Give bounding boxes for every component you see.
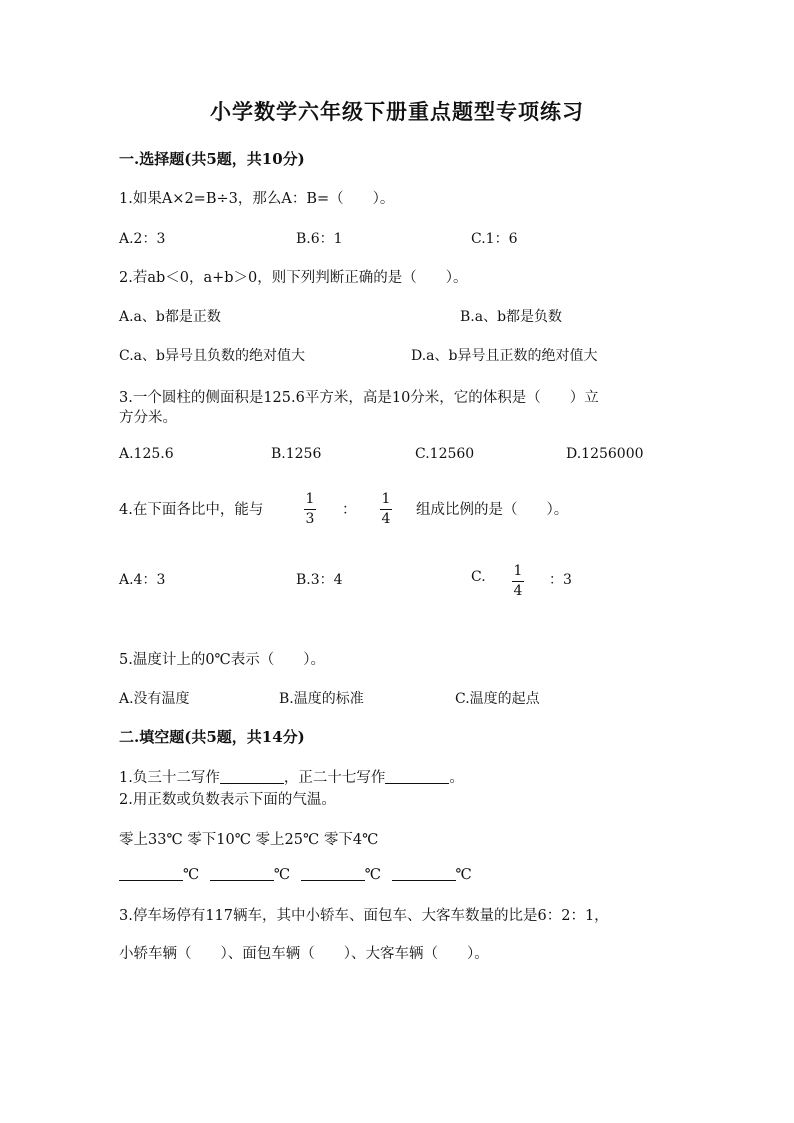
page-title: 小学数学六年级下册重点题型专项练习 [210,99,584,124]
answer-blank[interactable] [220,769,284,784]
q3-option-b: B.1256 [271,446,322,462]
q4-option-c: C. [471,569,486,585]
section-heading-choice: 一.选择题(共5题，共10分) [119,150,305,168]
fraction-denominator: 4 [381,511,391,527]
q5-option-b: B.温度的标准 [279,691,364,707]
celsius-unit: ℃ [273,867,291,883]
celsius-unit: ℃ [183,867,200,883]
fraction-numerator: 1 [305,491,315,507]
q3-option-d: D.1256000 [566,446,644,462]
q5-option-a: A.没有温度 [119,691,190,707]
answer-blank[interactable] [119,866,183,881]
q4-fraction-one-third [303,492,317,527]
answer-blank[interactable] [210,866,274,881]
fraction-bar [512,581,524,582]
fill-q2-temperatures: 零上33℃ 零下10℃ 零上25℃ 零下4℃ [119,832,379,848]
q4-ratio-colon: ： [342,502,357,518]
answer-blank[interactable] [385,769,449,784]
fill-q1-part-b: ，正二十七写作 [283,770,386,786]
fill-q1-part-c: 。 [449,770,464,786]
q1-option-c: C.1：6 [471,231,518,247]
q3-option-a: A.125.6 [119,446,174,462]
fraction-bar [304,509,316,510]
fill-q1-part-a: 1.负三十二写作 [119,770,220,786]
fill-question-3-line2: 小轿车辆（ ）、面包车辆（ ）、大客车辆（ ）。 [119,946,489,962]
q2-option-b: B.a、b都是负数 [460,309,563,325]
fraction-denominator: 4 [513,583,523,599]
celsius-unit: ℃ [364,867,381,883]
fraction-numerator: 1 [381,491,391,507]
section-heading-fill-in: 二.填空题(共5题，共14分) [119,728,305,746]
question-4-suffix: 组成比例的是（ ）。 [416,502,569,518]
question-5: 5.温度计上的0℃表示（ ）。 [119,652,326,668]
question-1: 1.如果A×2=B÷3，那么A：B=（ ）。 [119,191,395,207]
fill-question-3-line1: 3.停车场停有117辆车，其中小轿车、面包车、大客车数量的比是6：2：1， [119,908,609,924]
answer-blank[interactable] [301,866,365,881]
q4-option-b: B.3：4 [296,572,343,588]
question-3-line1: 3.一个圆柱的侧面积是125.6平方米，高是10分米，它的体积是（ ）立 [119,390,599,406]
question-3-line2: 方分米。 [119,410,177,426]
question-2: 2.若ab＜0，a+b＞0，则下列判断正确的是（ ）。 [119,270,468,286]
q2-option-d: D.a、b异号且正数的绝对值大 [411,348,598,364]
question-4-prefix: 4.在下面各比中，能与 [119,502,264,518]
q2-option-c: C.a、b异号且负数的绝对值大 [119,348,305,364]
q1-option-a: A.2：3 [119,231,166,247]
q4-fraction-one-quarter [379,492,393,527]
fraction-denominator: 3 [305,511,315,527]
q3-option-c: C.12560 [415,446,475,462]
q2-option-a: A.a、b都是正数 [119,309,221,325]
q1-option-b: B.6：1 [296,231,343,247]
q4-option-c-suffix: ：3 [549,572,572,588]
fraction-bar [380,509,392,510]
fraction-numerator: 1 [513,563,523,579]
q5-option-c: C.温度的起点 [455,691,540,707]
fill-question-1 [119,766,464,787]
q4-option-c-fraction [511,564,525,599]
answer-blank[interactable] [392,866,456,881]
fill-q2-answers [119,866,472,883]
q4-option-a: A.4：3 [119,572,166,588]
celsius-unit: ℃ [455,867,472,883]
fill-question-2: 2.用正数或负数表示下面的气温。 [119,792,336,808]
